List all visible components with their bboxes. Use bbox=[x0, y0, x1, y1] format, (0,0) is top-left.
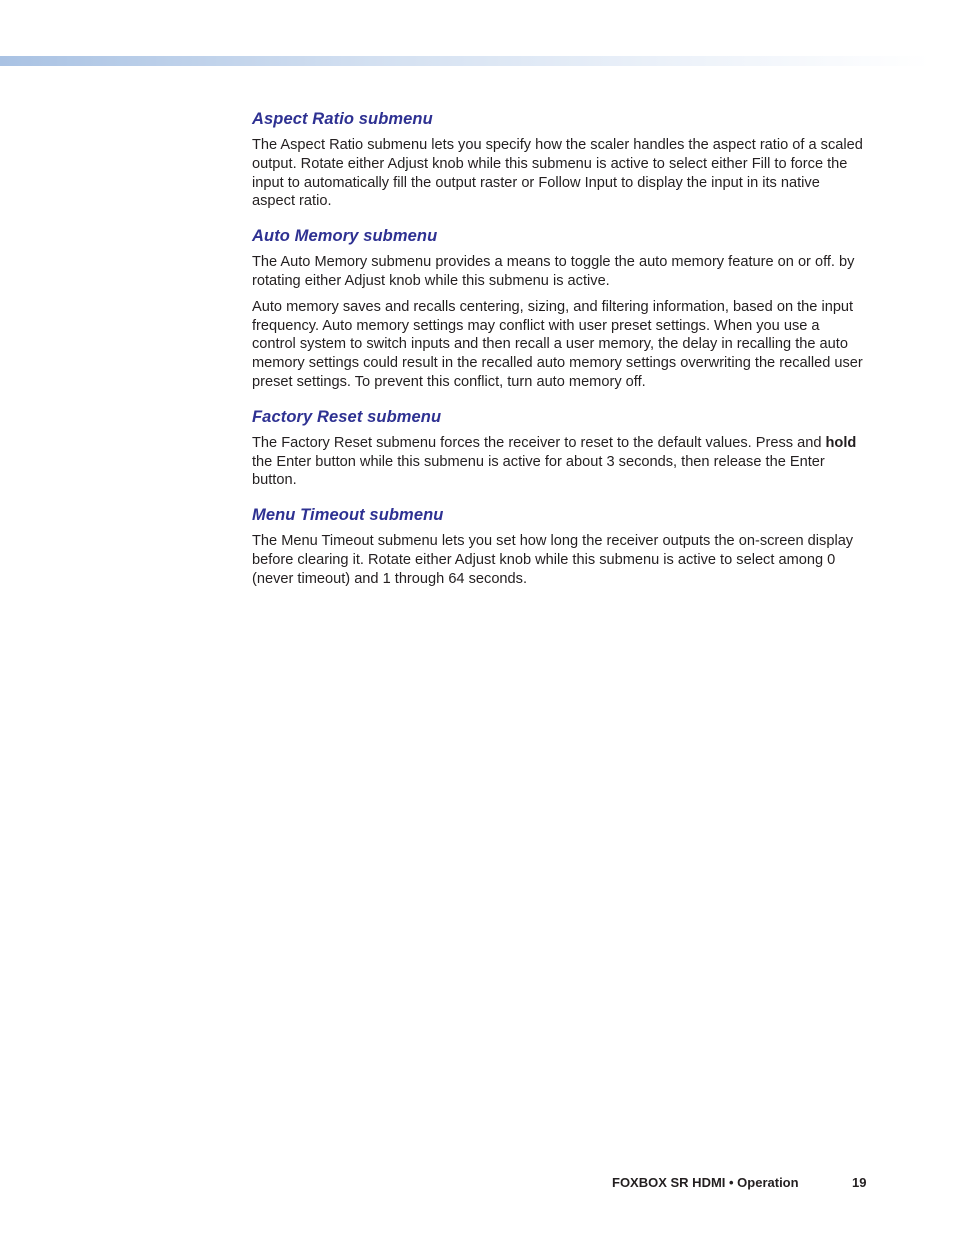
section-paragraph: The Menu Timeout submenu lets you set how long the receiver outputs the on-screen display before clearing it. Rotate either Adjust knob while this submenu is active to select among 0 (never timeout) and 1 through 64 seconds. bbox=[252, 533, 854, 587]
page-number: 19 bbox=[852, 1175, 867, 1190]
section-factory-reset bbox=[252, 406, 866, 490]
footer-title: FOXBOX SR HDMI • Operation bbox=[612, 1175, 799, 1190]
section-heading: Aspect Ratio submenu bbox=[252, 110, 433, 128]
emphasis-hold: hold bbox=[825, 434, 857, 451]
page-content bbox=[252, 108, 866, 603]
paragraph-text: the Enter button while this submenu is active for about 3 seconds, then release the Enter button. bbox=[252, 453, 825, 489]
section-paragraph: The Aspect Ratio submenu lets you specify how the scaler handles the aspect ratio of a scaled output. Rotate either Adjust knob while this submenu is active to select either Fill to force the input to automatically fill the output raster or Follow Input to display the input in its native aspect ratio. bbox=[252, 137, 863, 210]
section-paragraph: The Auto Memory submenu provides a means to toggle the auto memory feature on or off. by rotating either Adjust knob while this submenu is active. bbox=[252, 254, 855, 289]
section-menu-timeout bbox=[252, 504, 866, 588]
section-paragraph: Auto memory saves and recalls centering, sizing, and filtering information, based on the input frequency. Auto memory settings may conflict with user preset settings. When you use a control system to switch inputs and then recall a user memory, the delay in recalling the auto memory settings could result in the recalled auto memory settings overwriting the recalled user preset settings. To prevent this conflict, turn auto memory off. bbox=[252, 298, 863, 390]
section-heading: Auto Memory submenu bbox=[252, 227, 438, 246]
section-paragraph bbox=[252, 434, 866, 490]
section-heading: Factory Reset submenu bbox=[252, 407, 442, 426]
section-auto-memory bbox=[252, 225, 866, 392]
header-gradient-bar bbox=[0, 56, 930, 66]
section-aspect-ratio bbox=[252, 108, 866, 211]
section-heading: Menu Timeout submenu bbox=[252, 506, 444, 525]
paragraph-text: The Factory Reset submenu forces the receiver to reset to the default values. Press and bbox=[252, 434, 826, 451]
